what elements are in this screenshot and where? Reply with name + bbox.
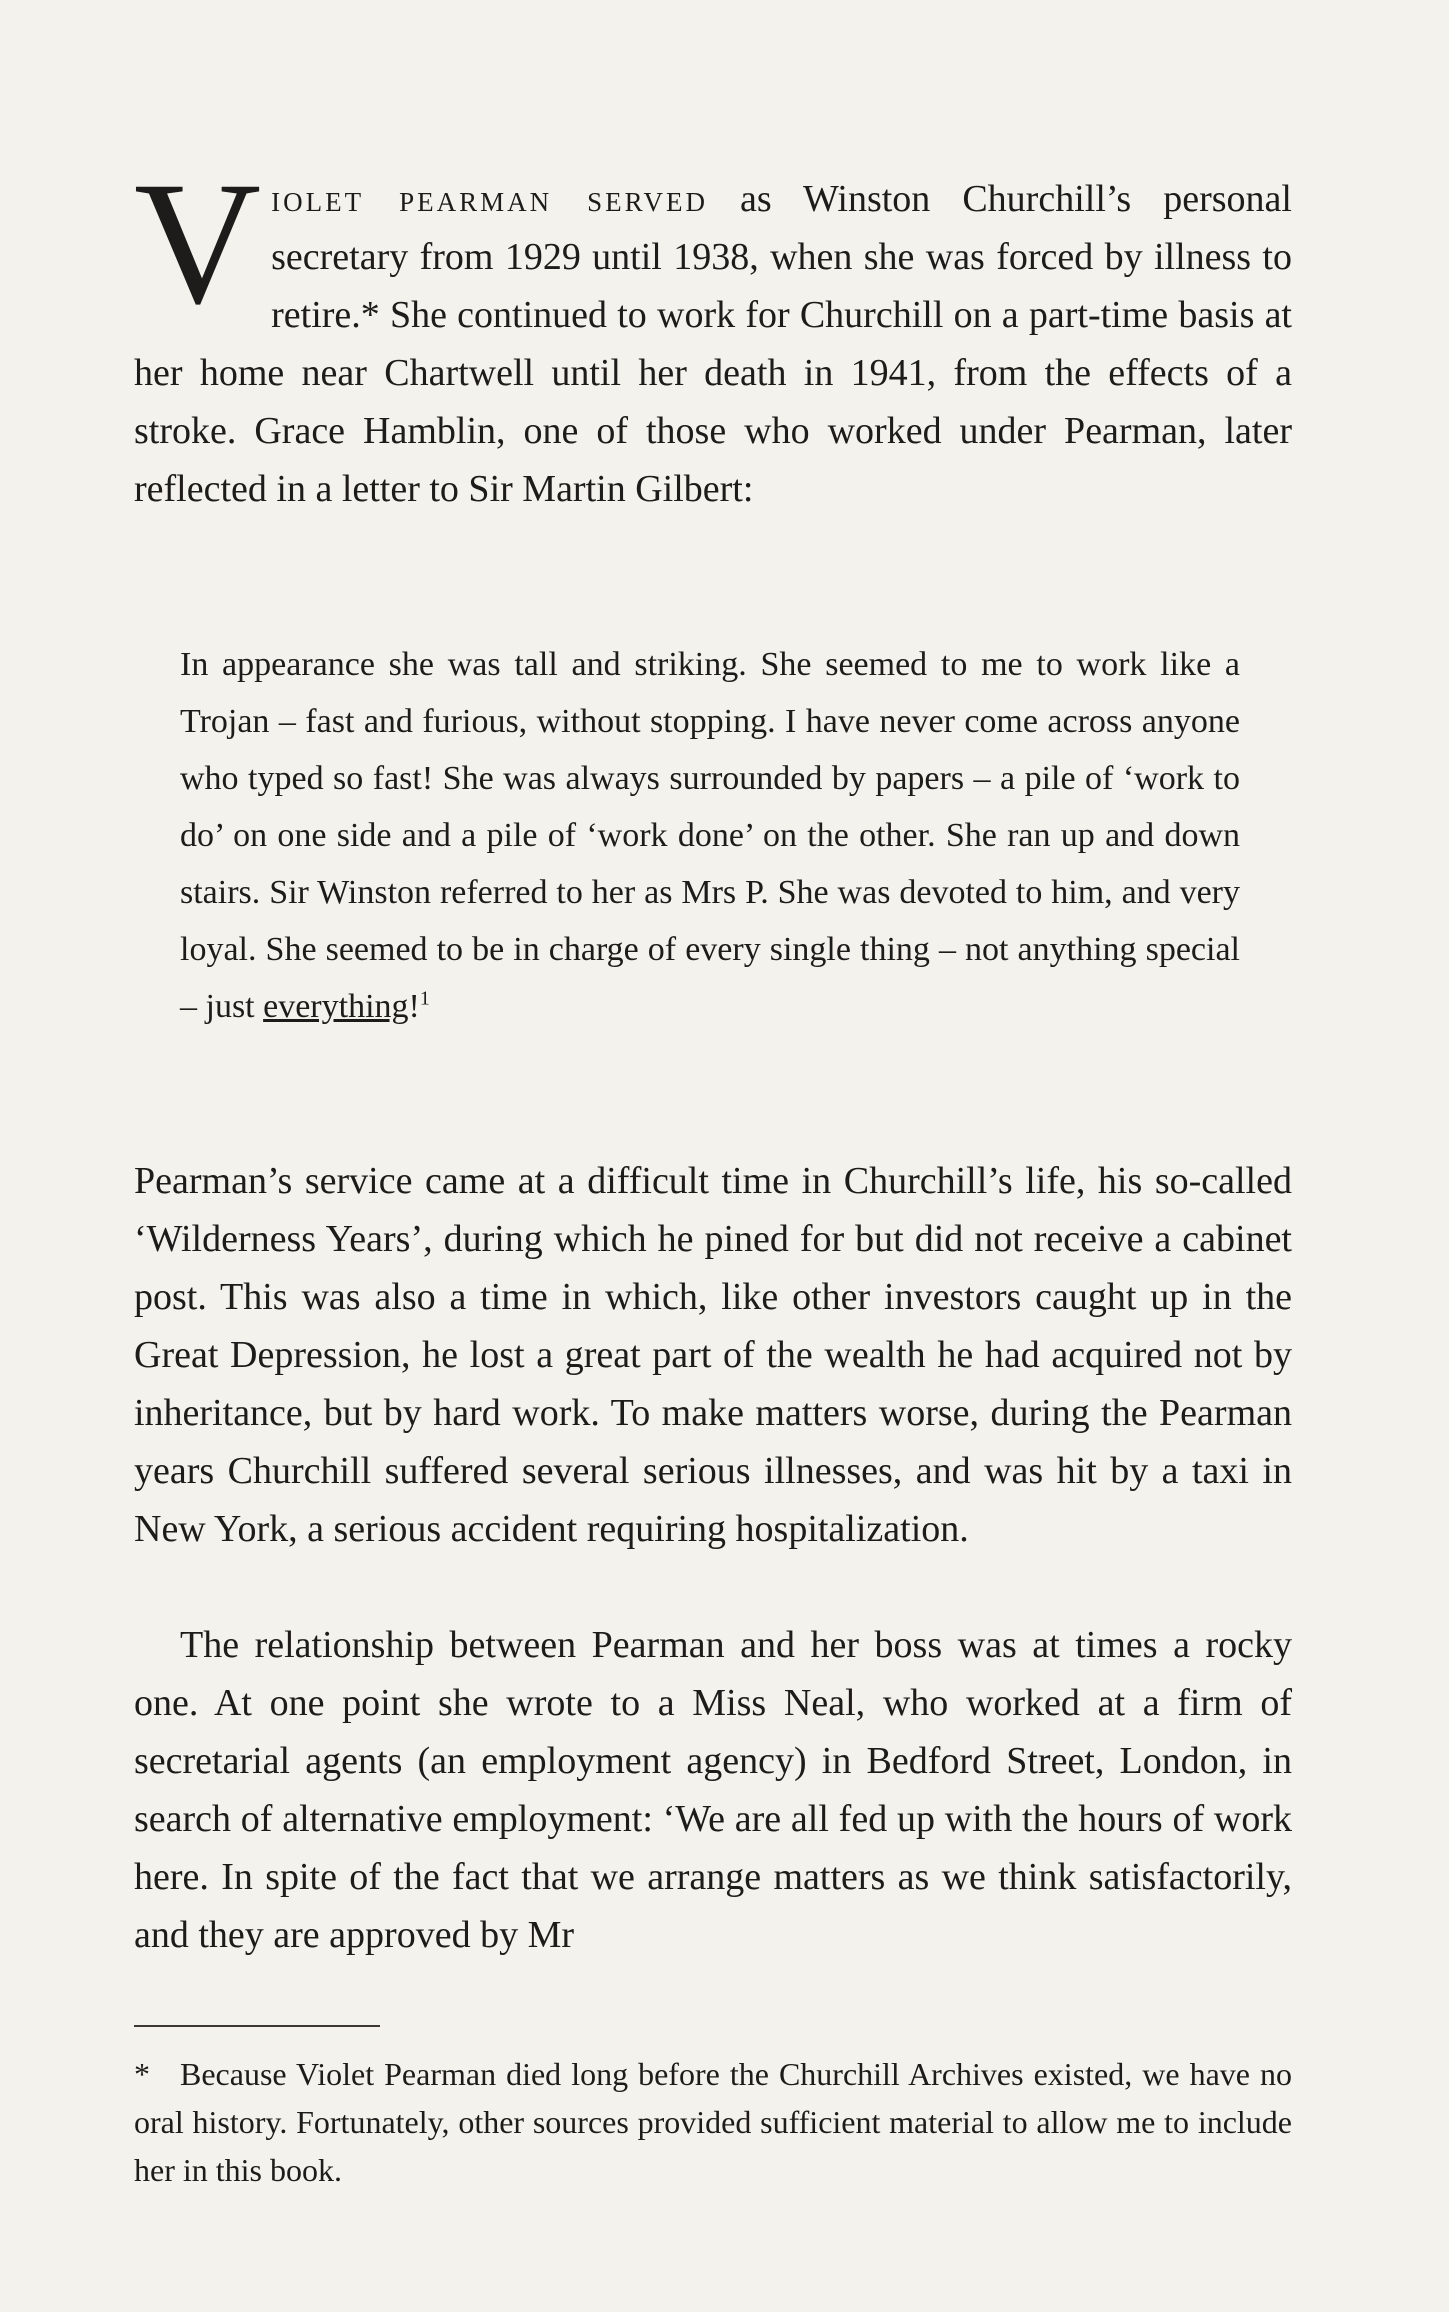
second-paragraph-text: Pearman’s service came at a difficult time in Churchill’s life, his so-called ‘Wilderness Years’, during which he pined for but did not receive a cabinet post. This was also a time in which, like other investors caught up in the Great Depression, he lost a great part of the wealth he had acquired not by inheritance, but by hard work. To make matters worse, during the Pearman years Churchill suffered several serious illnesses, and was hit by a taxi in New York, a serious accident requiring hospitalization. <box>134 1160 1292 1550</box>
footnote-text: Because Violet Pearman died long before the Churchill Archives existed, we have no oral history. Fortunately, other sources provided sufficient material to allow me to include her in this book. <box>134 2056 1292 2188</box>
block-quote-text: In appearance she was tall and striking. She seemed to me to work like a Trojan – fast and furious, without stopping. I have never come across anyone who typed so fast! She was always surrounded by papers – a pile of ‘work to do’ on one side and a pile of ‘work done’ on the other. She ran up and down stairs. Sir Winston referred to her as Mrs P. She was devoted to him, and very loyal. She seemed to be in charge of every single thing – not anything special – just <box>180 646 1240 1025</box>
footnote-divider <box>134 2025 380 2027</box>
small-caps-lead: iolet pearman served <box>271 178 709 220</box>
footnote-reference-number: 1 <box>419 987 430 1010</box>
third-paragraph-text: The relationship between Pearman and her boss was at times a rocky one. At one point she wrote to a Miss Neal, who worked at a firm of secretarial agents (an employment agency) in Bedford Street, London, in search of alternative employment: ‘We are all fed up with the hours of work here. In spite of the fact that we arrange matters as we think satisfactorily, and they are approved by Mr <box>134 1624 1292 1956</box>
footnote-marker: * <box>134 2056 150 2092</box>
block-quote <box>180 636 1240 1035</box>
footnote <box>134 2050 1292 2194</box>
third-paragraph <box>134 1616 1292 1964</box>
opening-paragraph-text: as Winston Churchill’s personal secretary from 1929 until 1938, when she was forced by illness to retire.* She continued to work for Churchill on a part-time basis at her home near Chartwell until her death in 1941, from the effects of a stroke. Grace Hamblin, one of those who worked under Pearman, later reflected in a letter to Sir Martin Gilbert: <box>134 178 1292 510</box>
opening-paragraph <box>134 146 1292 518</box>
second-paragraph <box>134 1152 1292 1558</box>
drop-cap: V <box>134 146 262 341</box>
quote-end-punctuation: ! <box>408 988 420 1025</box>
underlined-emphasis: everything <box>263 988 409 1025</box>
